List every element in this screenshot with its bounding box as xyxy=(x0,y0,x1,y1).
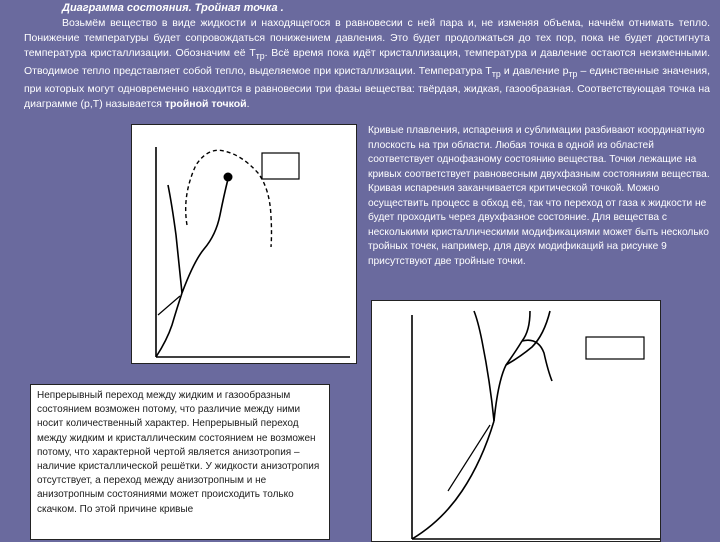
vaporization-curve xyxy=(182,179,228,293)
phase-diagram-critical-point xyxy=(131,124,357,364)
right-paragraph: Кривые плавления, испарения и сублимации разбивают координатную плоскость на три области. Любая точка в одной из областей соответствует однофазному состоянию вещества. Точки лежащие на кривых соответствует равновесным двухфазным состояниям вещества. Кривая испарения заканчивается критической точкой. Можно осуществить процесс в обход её, так что переход от газа к жидкости не будет проходить через двухфазное состояние. Для вещества с несколькими кристаллическими модификациями может быть несколько тройных точек, например, для двух модификаций на рисунке 9 присутствуют две тройные точки. xyxy=(368,125,710,267)
intro-text-4: – единственные значения, при которых могут одновременно находится в равновесии три фазы вещества: твёрдая, жидкая, газообразная. Соответствующая точка на диаграмме (p,T) называется xyxy=(24,65,710,111)
melting-curve xyxy=(168,185,182,293)
phase-diagram-svg xyxy=(132,125,356,363)
melting-curve-right xyxy=(522,311,530,341)
phase-diagram-two-modifications xyxy=(371,300,661,542)
left-paragraph-box xyxy=(30,384,330,540)
slide-title: Диаграмма состояния. Тройная точка . xyxy=(62,2,284,14)
intro-sub-1: тр xyxy=(255,51,265,62)
phase-diagram-2-svg xyxy=(372,301,660,541)
liquid-curve xyxy=(522,340,552,381)
critical-point-dot xyxy=(224,173,233,182)
label-box xyxy=(262,153,299,179)
triple-point-term: тройной точкой xyxy=(164,98,247,111)
intro-text-end: . xyxy=(246,98,250,111)
intro-text-3: и давление p xyxy=(500,65,569,78)
label-box-2 xyxy=(586,337,644,359)
intro-text-1: Возьмём вещество в виде жидкости и находящегося в равновесии с ней пара и, не изменяя объема, начнём отнимать тепло. Понижение температуры будет сопровождаться понижением давления. Это будет продолжаться до тех пор, пока не будет достигнута температура кристаллизации. Обозначим её T xyxy=(24,17,710,59)
left-paragraph: Непрерывный переход между жидким и газообразным состоянием возможен потому, что различие между ними носит количественный характер. Непрерывный переход между жидким и кристаллическим состоянием не возможен потому, что характерной чертой является анизотропия – наличие кристаллической решётки. У жидкости анизотропия отсутствует, а переход между анизотропным и не анизотропным состояниями может происходить только скачком. По этой причине кривые xyxy=(37,390,320,515)
intro-sub-3: тр xyxy=(568,69,578,80)
intro-text-2: . Всё время пока идёт кристаллизация, температура и давление остаются неизменными. Отводимое тепло представляет собой тепло, выделяемое при кристаллизации. Температура T xyxy=(24,47,710,78)
solid-solid-curve xyxy=(474,311,494,421)
intro-paragraph xyxy=(24,16,710,112)
sublimation-curve xyxy=(156,293,182,357)
bypass-path xyxy=(186,150,272,247)
melting-curve-left xyxy=(494,341,522,421)
intro-sub-2: тр xyxy=(491,69,501,80)
